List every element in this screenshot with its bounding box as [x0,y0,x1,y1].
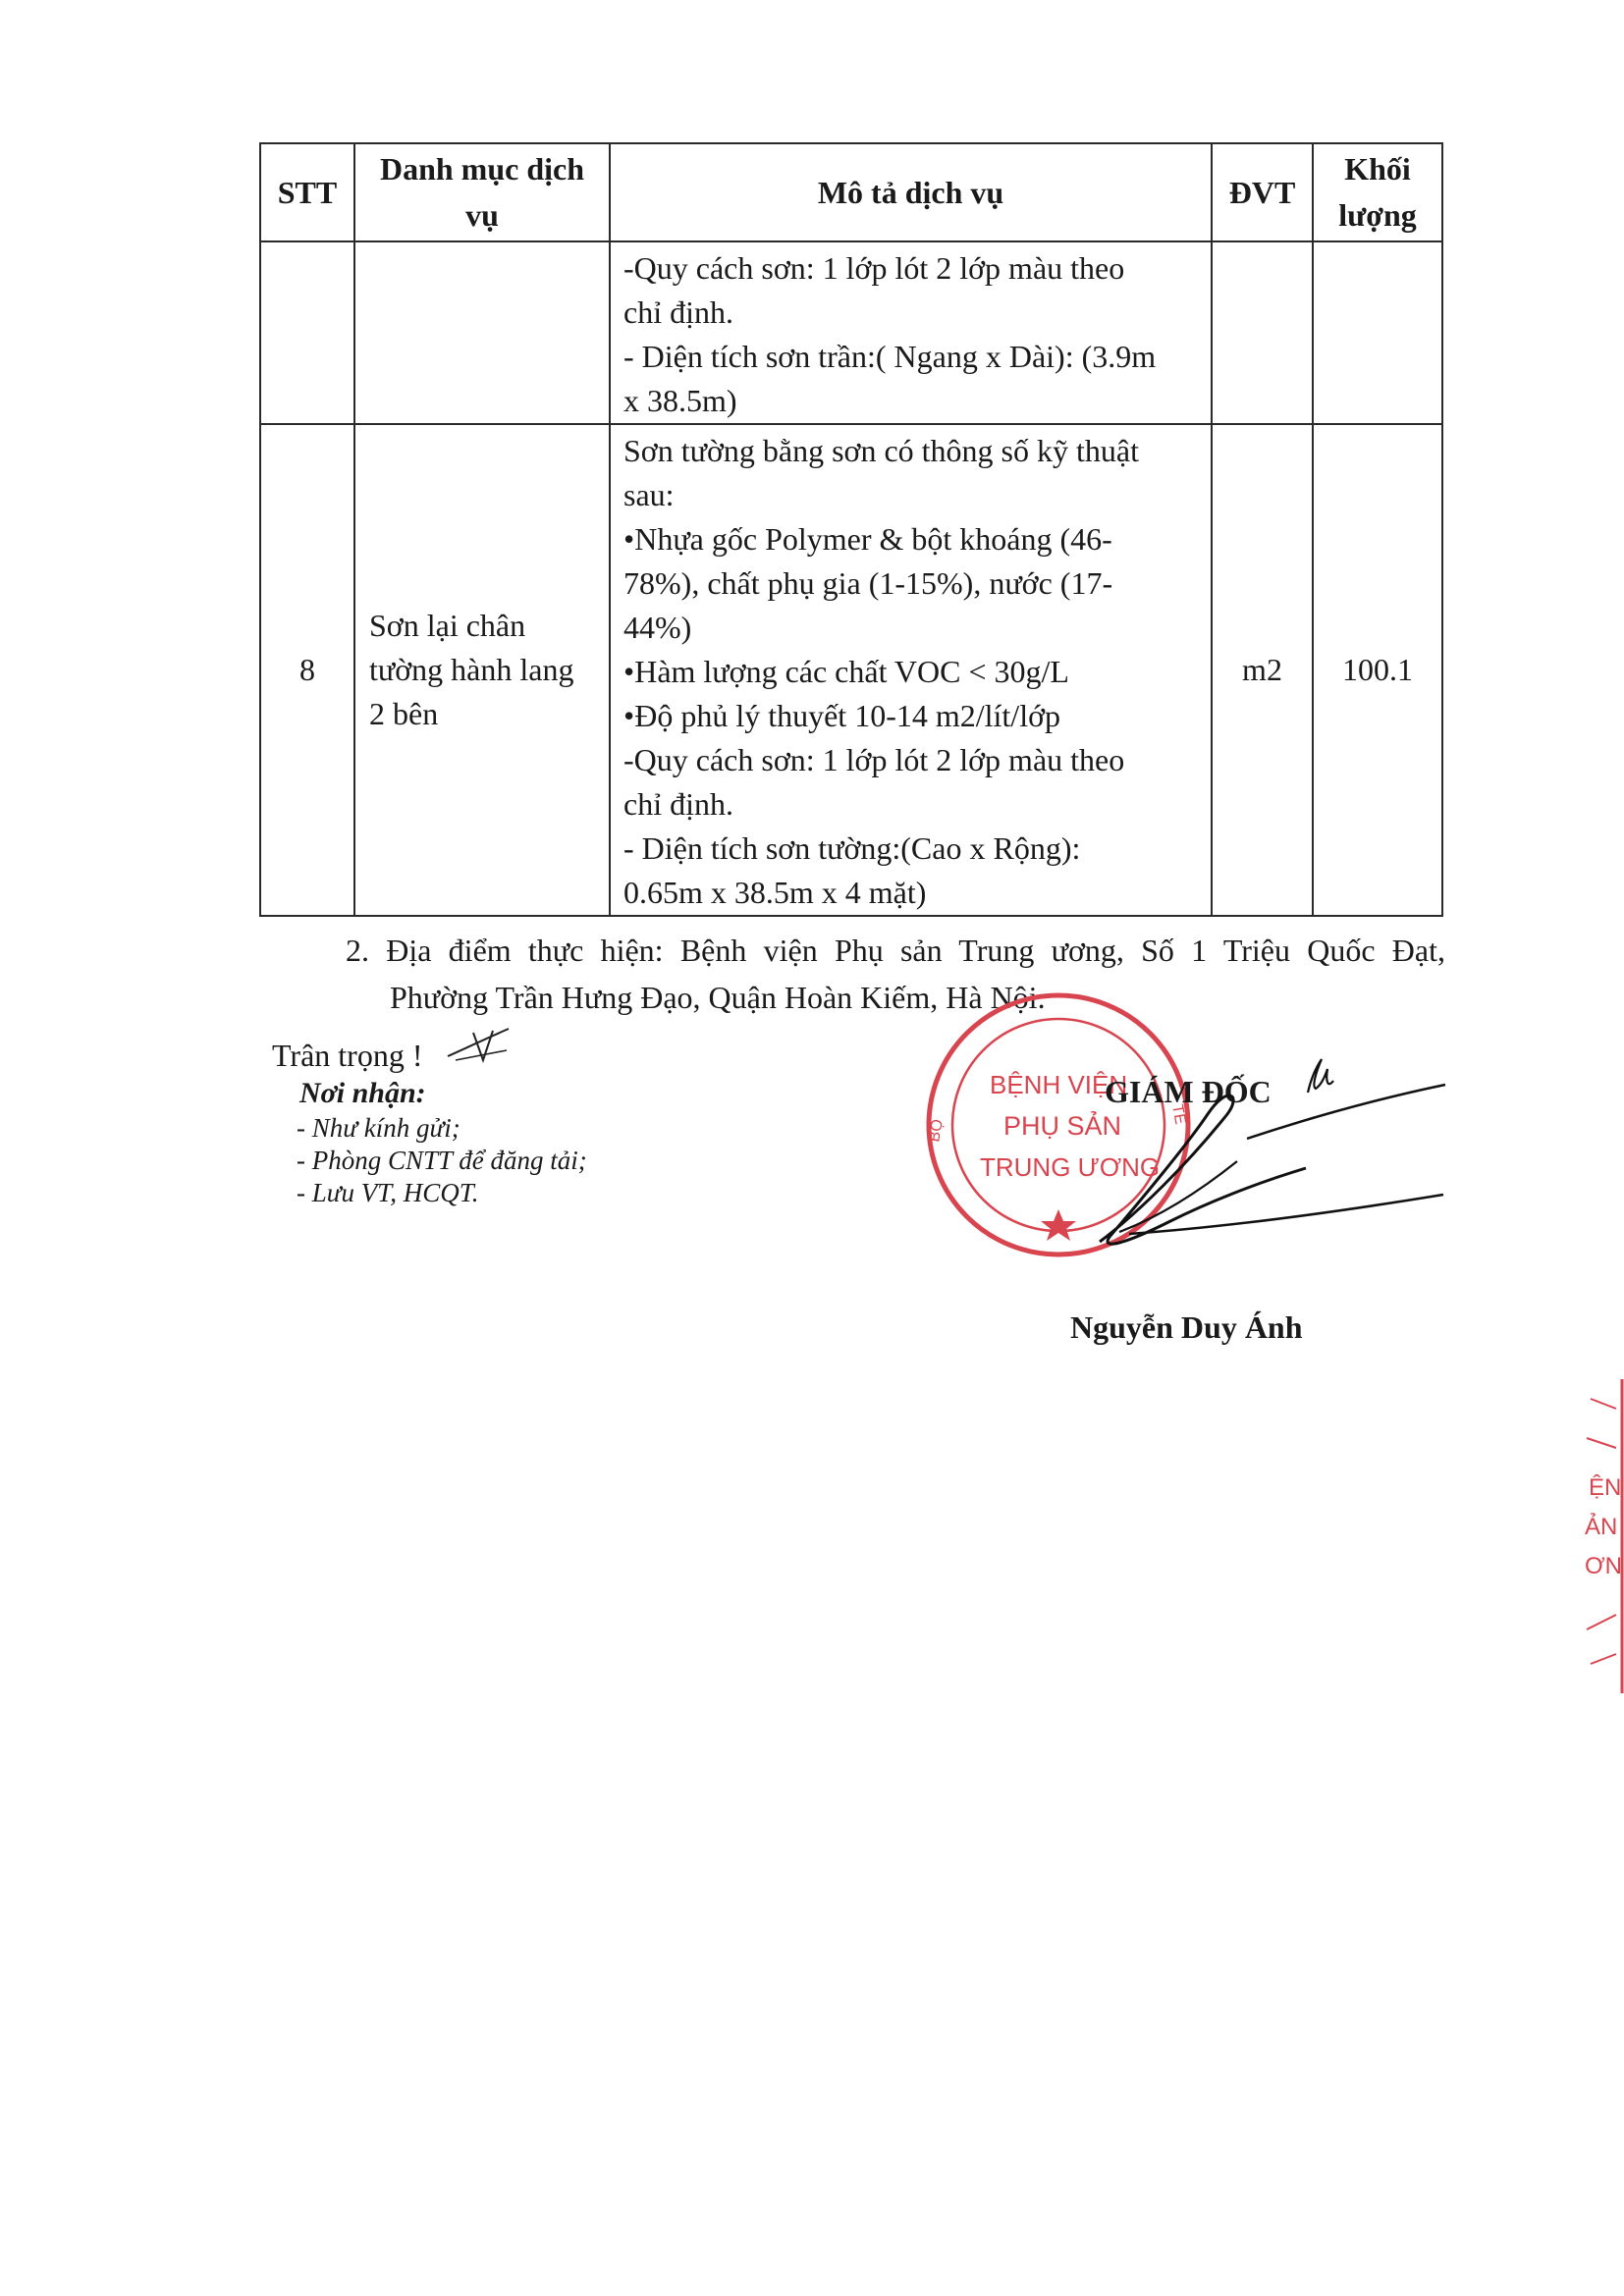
description-line: -Quy cách sơn: 1 lớp lót 2 lớp màu theo [623,250,1125,286]
row-unit-cell [1212,241,1313,424]
location-line1: 2. Địa điểm thực hiện: Bệnh viện Phụ sản Trung ương, Số 1 Triệu Quốc Đạt, [346,933,1445,968]
table-header-row [260,143,1442,241]
recipient-item: - Như kính gửi; [297,1113,460,1143]
description-line: •Độ phủ lý thuyết 10-14 m2/lít/lớp [623,698,1060,733]
header-quantity-line2: lượng [1338,197,1417,233]
description-line: •Hàm lượng các chất VOC < 30g/L [623,654,1069,689]
service-table [259,142,1443,917]
edge-stamp-fragment: ƠN [1585,1553,1622,1579]
description-line: 44%) [623,610,692,645]
edge-seal-fragment-icon [1571,1379,1624,1693]
description-line: chỉ định. [623,786,733,822]
description-line: - Diện tích sơn trần:( Ngang x Dài): (3.9m [623,339,1157,374]
header-category [354,143,610,241]
header-quantity [1313,143,1442,241]
description-line: sau: [623,477,675,512]
row-quantity-cell [1313,241,1442,424]
name-line: 2 bên [369,696,439,731]
row-name-cell [354,424,610,916]
table-row [260,241,1442,424]
row-stt-cell [260,241,354,424]
edge-stamp-fragment: ỆN [1589,1474,1622,1501]
seal-middle-text: PHỤ SẢN [1003,1111,1122,1141]
name-line: tường hành lang [369,652,574,687]
description-line: -Quy cách sơn: 1 lớp lót 2 lớp màu theo [623,742,1125,777]
header-unit: ĐVT [1212,143,1313,241]
description-line: chỉ định. [623,294,733,330]
description-line: 78%), chất phụ gia (1-15%), nước (17- [623,565,1113,601]
table-row [260,424,1442,916]
header-stt: STT [260,143,354,241]
director-title: GIÁM ĐỐC [1105,1074,1272,1109]
header-category-line2: vụ [465,197,499,233]
row-description-cell [610,424,1212,916]
recipient-item: - Phòng CNTT để đăng tải; [297,1146,587,1175]
seal-bottom-text: TRUNG ƯƠNG [980,1152,1161,1182]
header-quantity-line1: Khối [1344,151,1411,187]
row-description-cell [610,241,1212,424]
seal-top-text: BỆNH VIỆN [990,1070,1128,1099]
recipients-list [297,1112,587,1209]
recipient-item: - Lưu VT, HCQT. [297,1178,479,1207]
location-paragraph [346,927,1445,1021]
seal-right-text: TẾ [1168,1102,1189,1126]
name-line: Sơn lại chân [369,608,526,643]
director-name: Nguyễn Duy Ánh [1070,1309,1303,1345]
closing-text: Trân trọng ! [272,1038,423,1073]
description-line: Sơn tường bằng sơn có thông số kỹ thuật [623,433,1139,468]
row-stt-cell: 8 [260,424,354,916]
row-unit-cell: m2 [1212,424,1313,916]
signature-icon [1080,1045,1453,1256]
description-line: 0.65m x 38.5m x 4 mặt) [623,875,927,910]
row-quantity-cell: 100.1 [1313,424,1442,916]
recipients-title: Nơi nhận: [299,1077,426,1109]
edge-stamp-fragment: ẢN [1585,1514,1618,1540]
header-description: Mô tả dịch vụ [610,143,1212,241]
header-category-line1: Danh mục dịch [379,151,585,187]
row-name-cell [354,241,610,424]
location-line2: Phường Trần Hưng Đạo, Quận Hoàn Kiếm, Hà Nội. [390,980,1046,1015]
initials-mark-icon [444,1021,513,1065]
seal-left-text: BỘ [926,1117,947,1144]
description-line: x 38.5m) [623,383,737,418]
description-line: •Nhựa gốc Polymer & bột khoáng (46- [623,521,1112,557]
description-line: - Diện tích sơn tường:(Cao x Rộng): [623,830,1081,866]
